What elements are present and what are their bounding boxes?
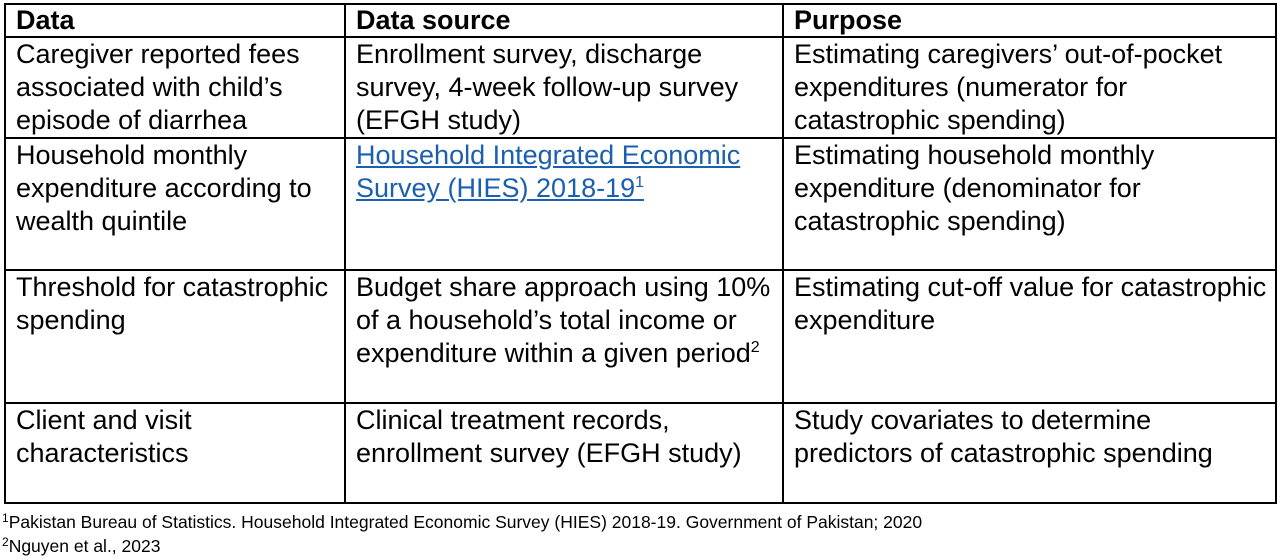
footnote-mark: 1 <box>2 511 9 525</box>
footnote-text: Pakistan Bureau of Statistics. Household Integrated Economic Survey (HIES) 2018-19. Government of Pakistan; 2020 <box>8 512 923 532</box>
column-header-data-source: Data source <box>345 4 783 37</box>
table-row <box>5 37 1276 138</box>
footnote-mark: 2 <box>2 535 9 549</box>
cell-purpose: Estimating caregivers’ out-of-pocket expenditures (numerator for catastrophic spending) <box>783 37 1276 138</box>
cell-data-source: Enrollment survey, discharge survey, 4-week follow-up survey (EFGH study) <box>345 37 783 138</box>
table-row <box>5 138 1276 270</box>
cell-purpose: Estimating cut-off value for catastrophic expenditure <box>783 270 1276 403</box>
hies-survey-link-text: Household Integrated Economic Survey (HIES) 2018-19 <box>356 140 741 203</box>
cell-data-source-text: Budget share approach using 10% of a household’s total income or expenditure within a given period <box>356 272 771 368</box>
table-header-row <box>5 4 1276 37</box>
table-row <box>5 403 1276 503</box>
footnote-ref-1: 1 <box>635 174 645 191</box>
footnote-ref-2: 2 <box>750 339 760 356</box>
cell-data-source <box>345 270 783 403</box>
footnote-2 <box>2 534 922 558</box>
cell-data: Household monthly expenditure according to wealth quintile <box>5 138 345 270</box>
cell-data-source <box>345 138 783 270</box>
cell-purpose: Study covariates to determine predictors of catastrophic spending <box>783 403 1276 503</box>
column-header-data: Data <box>5 4 345 37</box>
data-sources-table <box>4 3 1277 504</box>
column-header-purpose: Purpose <box>783 4 1276 37</box>
cell-data: Caregiver reported fees associated with child’s episode of diarrhea <box>5 37 345 138</box>
footnote-1 <box>2 510 922 534</box>
hies-survey-link[interactable] <box>356 140 740 203</box>
footnotes <box>2 510 922 558</box>
cell-data: Client and visit characteristics <box>5 403 345 503</box>
cell-data-source: Clinical treatment records, enrollment survey (EFGH study) <box>345 403 783 503</box>
table-row <box>5 270 1276 403</box>
cell-purpose: Estimating household monthly expenditure (denominator for catastrophic spending) <box>783 138 1276 270</box>
cell-data: Threshold for catastrophic spending <box>5 270 345 403</box>
footnote-text: Nguyen et al., 2023 <box>8 536 161 556</box>
